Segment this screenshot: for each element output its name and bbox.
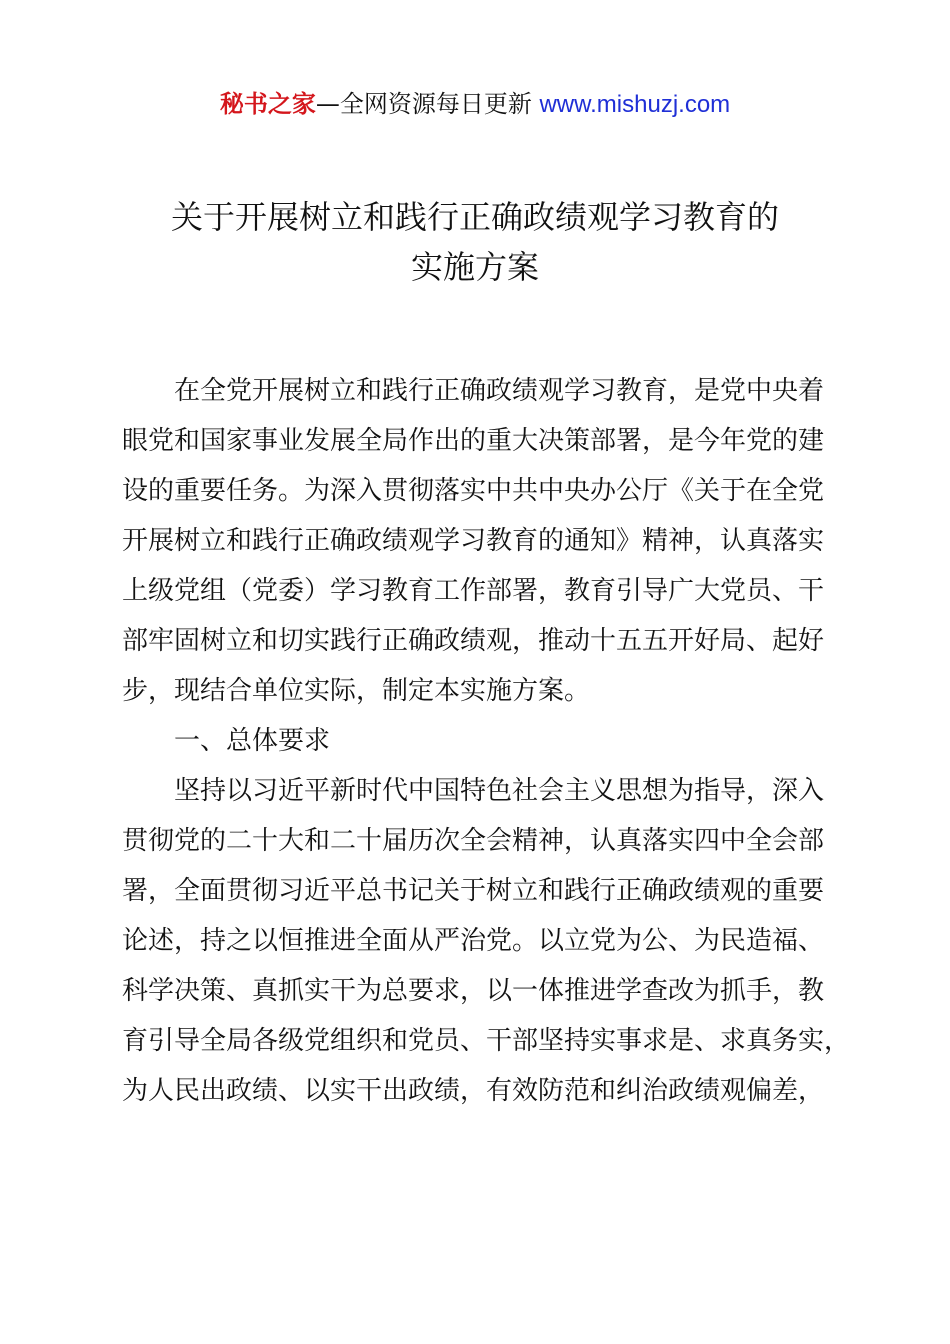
- paragraph-line: 科学决策、真抓实干为总要求，以一体推进学查改为抓手，教: [122, 976, 825, 1006]
- paragraph-line: 上级党组（党委）学习教育工作部署，教育引导广大党员、干: [122, 576, 825, 606]
- title-line: 实施方案: [410, 248, 539, 286]
- paragraph-line: 眼党和国家事业发展全局作出的重大决策部署，是今年党的建: [122, 426, 825, 456]
- paragraph-line: 开展树立和践行正确政绩观学习教育的通知》精神，认真落实: [122, 526, 825, 556]
- title-line: 关于开展树立和践行正确政绩观学习教育的: [170, 198, 779, 236]
- section-heading: 一、总体要求: [174, 726, 331, 756]
- paragraph-line: 育引导全局各级党组织和党员、干部坚持实事求是、求真务实，: [122, 1026, 851, 1056]
- paragraph-line: 署，全面贯彻习近平总书记关于树立和践行正确政绩观的重要: [122, 876, 825, 906]
- paragraph-line: 论述，持之以恒推进全面从严治党。以立党为公、为民造福、: [122, 926, 825, 956]
- site-tagline: —全网资源每日更新: [315, 90, 540, 118]
- paragraph-line: 贯彻党的二十大和二十届历次全会精神，认真落实四中全会部: [122, 826, 825, 856]
- paragraph-line: 部牢固树立和切实践行正确政绩观，推动十五五开好局、起好: [122, 626, 825, 656]
- document-title: [0, 192, 950, 292]
- site-url-link[interactable]: www.mishuzj.com: [539, 91, 731, 118]
- site-header: [0, 86, 950, 123]
- paragraph-line: 为人民出政绩、以实干出政绩，有效防范和纠治政绩观偏差，: [122, 1076, 825, 1106]
- paragraph-line: 设的重要任务。为深入贯彻落实中共中央办公厅《关于在全党: [122, 476, 825, 506]
- paragraph-line: 步，现结合单位实际，制定本实施方案。: [122, 676, 591, 706]
- document-body: [122, 366, 851, 1116]
- site-brand: 秘书之家: [219, 90, 316, 118]
- paragraph-line: 在全党开展树立和践行正确政绩观学习教育，是党中央着: [174, 376, 825, 406]
- paragraph-line: 坚持以习近平新时代中国特色社会主义思想为指导，深入: [174, 776, 825, 806]
